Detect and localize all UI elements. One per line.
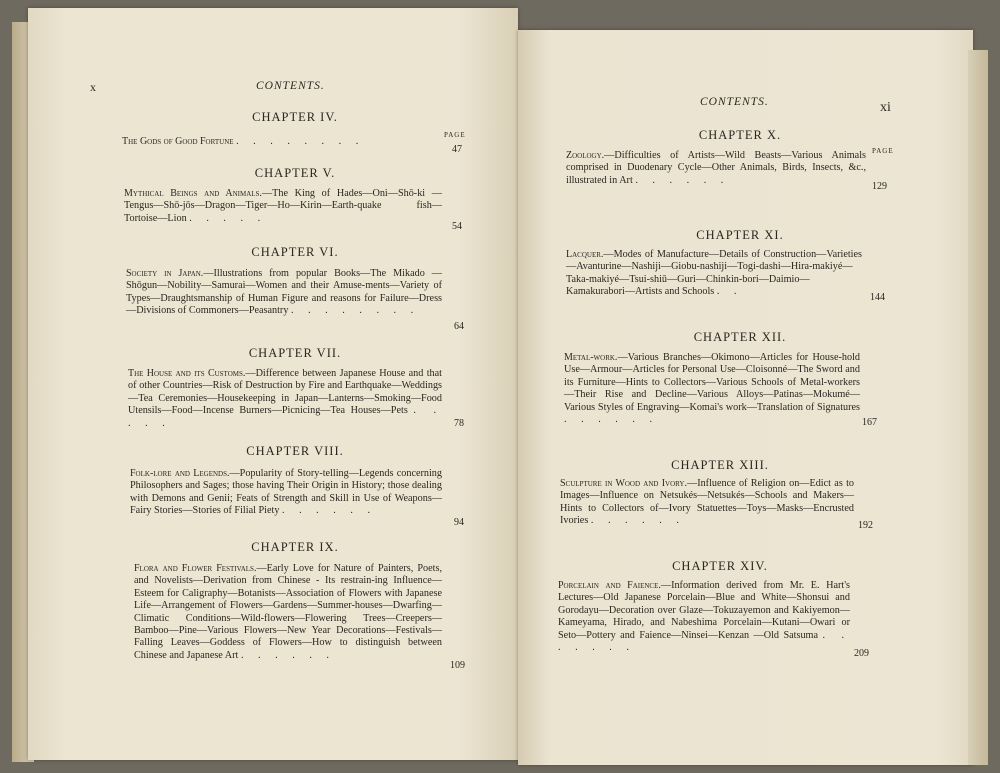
entry-text: —Difference between Japanese House and that of other Countries—Risk of Destruction by Fire and Earthquake—Weddings—Tea Ceremonies—Housekeeping in Japan—Lanterns—Smoking—Food Utensils—Food—Incense Burners—Picnicing—Tea Houses—Pets — [128, 368, 443, 417]
right-page-number: xi — [880, 100, 891, 115]
entry-title: Metal-work. — [564, 352, 618, 363]
right-page-edges — [968, 50, 988, 765]
toc-entry: Society in Japan.—Illustrations from popular Books—The Mikado —Shōgun—Nobility—Samurai—Women and their Amuse-ments—Variety of Types—Draughtsmanship of Human Figure and reasons for Failure—Dress—Divisions of Commoners—Peasantry . . . . . . . . — [126, 268, 442, 317]
entry-title: Society in Japan. — [126, 268, 204, 279]
entry-text: —Early Love for Nature of Painters, Poets, and Novelists—Derivation from Chinese - Its restrain-ing Influence—Esteem for Caligraphy—Botanists—Association of Flowers with Japanese Life—Arrangement of Flowers—Gardens—Summer-houses—Dwarfing—Climatic Conditions—Wild-flowers—Flowering Trees—Creepers—Bamboo—Pine—Various Flowers—New Year Decorations—Festivals—Falling Leaves—Goddess of Flowers—How to distinguish between Chinese and Japanese Art — [134, 563, 442, 661]
entry-title: Lacquer. — [566, 249, 604, 260]
entry-page-number: 167 — [862, 417, 877, 428]
page-column-label: PAGE — [872, 147, 894, 155]
entry-page-number: 109 — [450, 660, 465, 671]
entry-text: —Difficulties of Artists—Wild Beasts—Various Animals comprised in Duodenary Cycle—Other Animals, Birds, Insects, &c., illustrated in Art — [566, 150, 866, 186]
chapter-heading: CHAPTER VI. — [251, 245, 339, 259]
right-running-header: CONTENTS. — [700, 96, 769, 108]
left-page-number: x — [90, 80, 96, 94]
toc-entry: Metal-work.—Various Branches—Okimono—Articles for House-hold Use—Armour—Articles for Personal Use—Cloisonné—The Sword and its Furniture—Hints to Collectors—Various Schools of Metal-workers—Their Rise and Decline—Various Alloys—Patinas—Mokumé—Various Styles of Engraving—Komai's work—Translation of Signatures . . . . . . — [564, 352, 860, 426]
entry-text: —Illustrations from popular Books—The Mikado —Shōgun—Nobility—Samurai—Women and their Amuse-ments—Variety of Types—Draughtsmanship of Human Figure and reasons for Failure—Dress—Divisions of Commoners—Peasantry — [126, 268, 442, 317]
entry-title: The Gods of Good Fortune — [122, 136, 234, 147]
toc-entry: The Gods of Good Fortune . . . . . . . . — [122, 136, 365, 147]
entry-title: Flora and Flower Festivals. — [134, 563, 257, 574]
entry-page-number: 94 — [454, 517, 464, 528]
chapter-heading: CHAPTER XIII. — [671, 458, 769, 472]
chapter-heading: CHAPTER V. — [254, 166, 336, 180]
entry-page-number: 64 — [454, 321, 464, 332]
toc-entry: Zoology.—Difficulties of Artists—Wild Beasts—Various Animals comprised in Duodenary Cycle—Other Animals, Birds, Insects, &c., illustrated in Art . . . . . . — [566, 150, 866, 186]
toc-entry: The House and its Customs.—Difference between Japanese House and that of other Countries—Risk of Destruction by Fire and Earthquake—Weddings—Tea Ceremonies—Housekeeping in Japan—Lanterns—Smoking—Food Utensils—Food—Incense Burners—Picnicing—Tea Houses—Pets . . . . . — [128, 368, 443, 429]
entry-text: —Popularity of Story-telling—Legends concerning Philosophers and Sages; those having Their Origin in History; those dealing with Demons and Genii; Feats of Strength and Skill in Use of Weapons—Fairy Stories—Stories of Filial Piety — [130, 468, 442, 517]
chapter-heading: CHAPTER XII. — [693, 330, 787, 344]
toc-entry: Mythical Beings and Animals.—The King of Hades—Oni—Shō-ki —Tengus—Shō-jōs—Dragon—Tiger—Ho—Kirin—Earth-quake fish—Tortoise—Lion . . . . . — [124, 188, 442, 224]
entry-page-number: 54 — [452, 221, 462, 232]
entry-page-number: 47 — [452, 144, 462, 155]
chapter-heading: CHAPTER X. — [698, 128, 782, 142]
entry-text: —Information derived from Mr. E. Hart's Lectures—Old Japanese Porcelain—Blue and White—Shonsui and Gorodayu—Decoration over Glaze—Tokuzayemon and Kakiyemon—Kameyama, Hirado, and Nabeshima Porcelain—Kutani—Owari or Seto—Pottery and Faience—Ninsei—Kenzan —Old Satsuma — [558, 580, 850, 641]
page-column-label: PAGE — [444, 131, 466, 139]
chapter-heading: CHAPTER XI. — [696, 228, 784, 242]
entry-title: Folk-lore and Legends. — [130, 468, 230, 479]
toc-entry: Flora and Flower Festivals.—Early Love for Nature of Painters, Poets, and Novelists—Derivation from Chinese - Its restrain-ing Influence—Esteem for Caligraphy—Botanists—Association of Flowers with Japanese Life—Arrangement of Flowers—Gardens—Summer-houses—Dwarfing—Climatic Conditions—Wild-flowers—Flowering Trees—Creepers—Bamboo—Pine—Various Flowers—New Year Decorations—Festivals—Falling Leaves—Goddess of Flowers—How to distinguish between Chinese and Japanese Art . . . . . . — [134, 563, 442, 661]
toc-entry: Folk-lore and Legends.—Popularity of Story-telling—Legends concerning Philosophers and Sages; those having Their Origin in History; those dealing with Demons and Genii; Feats of Strength and Skill in Use of Weapons—Fairy Stories—Stories of Filial Piety . . . . . . — [130, 468, 442, 517]
entry-text: —The King of Hades—Oni—Shō-ki —Tengus—Shō-jōs—Dragon—Tiger—Ho—Kirin—Earth-quake fish—Tortoise—Lion — [124, 188, 442, 224]
entry-title: Porcelain and Faience. — [558, 580, 661, 591]
entry-page-number: 129 — [872, 181, 887, 192]
chapter-heading: CHAPTER XIV. — [672, 559, 768, 573]
left-running-header: CONTENTS. — [256, 80, 325, 92]
entry-title: Zoology. — [566, 150, 605, 161]
entry-page-number: 209 — [854, 648, 869, 659]
chapter-heading: CHAPTER VII. — [248, 346, 342, 360]
chapter-heading: CHAPTER IX. — [251, 540, 339, 554]
entry-page-number: 192 — [858, 520, 873, 531]
entry-title: Mythical Beings and Animals. — [124, 188, 262, 199]
entry-title: The House and its Customs. — [128, 368, 246, 379]
toc-entry: Porcelain and Faience.—Information derived from Mr. E. Hart's Lectures—Old Japanese Porcelain—Blue and White—Shonsui and Gorodayu—Decoration over Glaze—Tokuzayemon and Kakiyemon—Kameyama, Hirado, and Nabeshima Porcelain—Kutani—Owari or Seto—Pottery and Faience—Ninsei—Kenzan —Old Satsuma . . . . . . . — [558, 580, 850, 654]
entry-text: —Various Branches—Okimono—Articles for House-hold Use—Armour—Articles for Personal Use—Cloisonné—The Sword and its Furniture—Hints to Collectors—Various Schools of Metal-workers—Their Rise and Decline—Various Alloys—Patinas—Mokumé—Various Styles of Engraving—Komai's work—Translation of Signatures — [564, 352, 860, 413]
entry-page-number: 78 — [454, 418, 464, 429]
chapter-heading: CHAPTER VIII. — [246, 444, 344, 458]
entry-text: —Modes of Manufacture—Details of Construction—Varieties—Avanturine—Nashiji—Giobu-nashiji—Togi-dashi—Hira-makiyé—Taka-makiyé—Tsui-shiū—Guri—Chinkin-bori—Daimio—Kamakurabori—Artists and Schools — [566, 249, 862, 298]
chapter-heading: CHAPTER IV. — [252, 110, 338, 124]
entry-text: —Influence of Religion on—Edict as to Images—Influence on Netsukés—Netsukés—Schools and Makers—Hints to Collectors of—Ivory Statuettes—Toys—Masks—Encrusted Ivories — [560, 478, 855, 527]
toc-entry: Lacquer.—Modes of Manufacture—Details of Construction—Varieties—Avanturine—Nashiji—Giobu-nashiji—Togi-dashi—Hira-makiyé—Taka-makiyé—Tsui-shiū—Guri—Chinkin-bori—Daimio—Kamakurabori—Artists and Schools . . — [566, 249, 862, 298]
entry-title: Sculpture in Wood and Ivory. — [560, 478, 687, 489]
toc-entry: Sculpture in Wood and Ivory.—Influence of Religion on—Edict as to Images—Influence on Netsukés—Netsukés—Schools and Makers—Hints to Collectors of—Ivory Statuettes—Toys—Masks—Encrusted Ivories . . . . . . — [560, 478, 855, 527]
entry-page-number: 144 — [870, 292, 885, 303]
